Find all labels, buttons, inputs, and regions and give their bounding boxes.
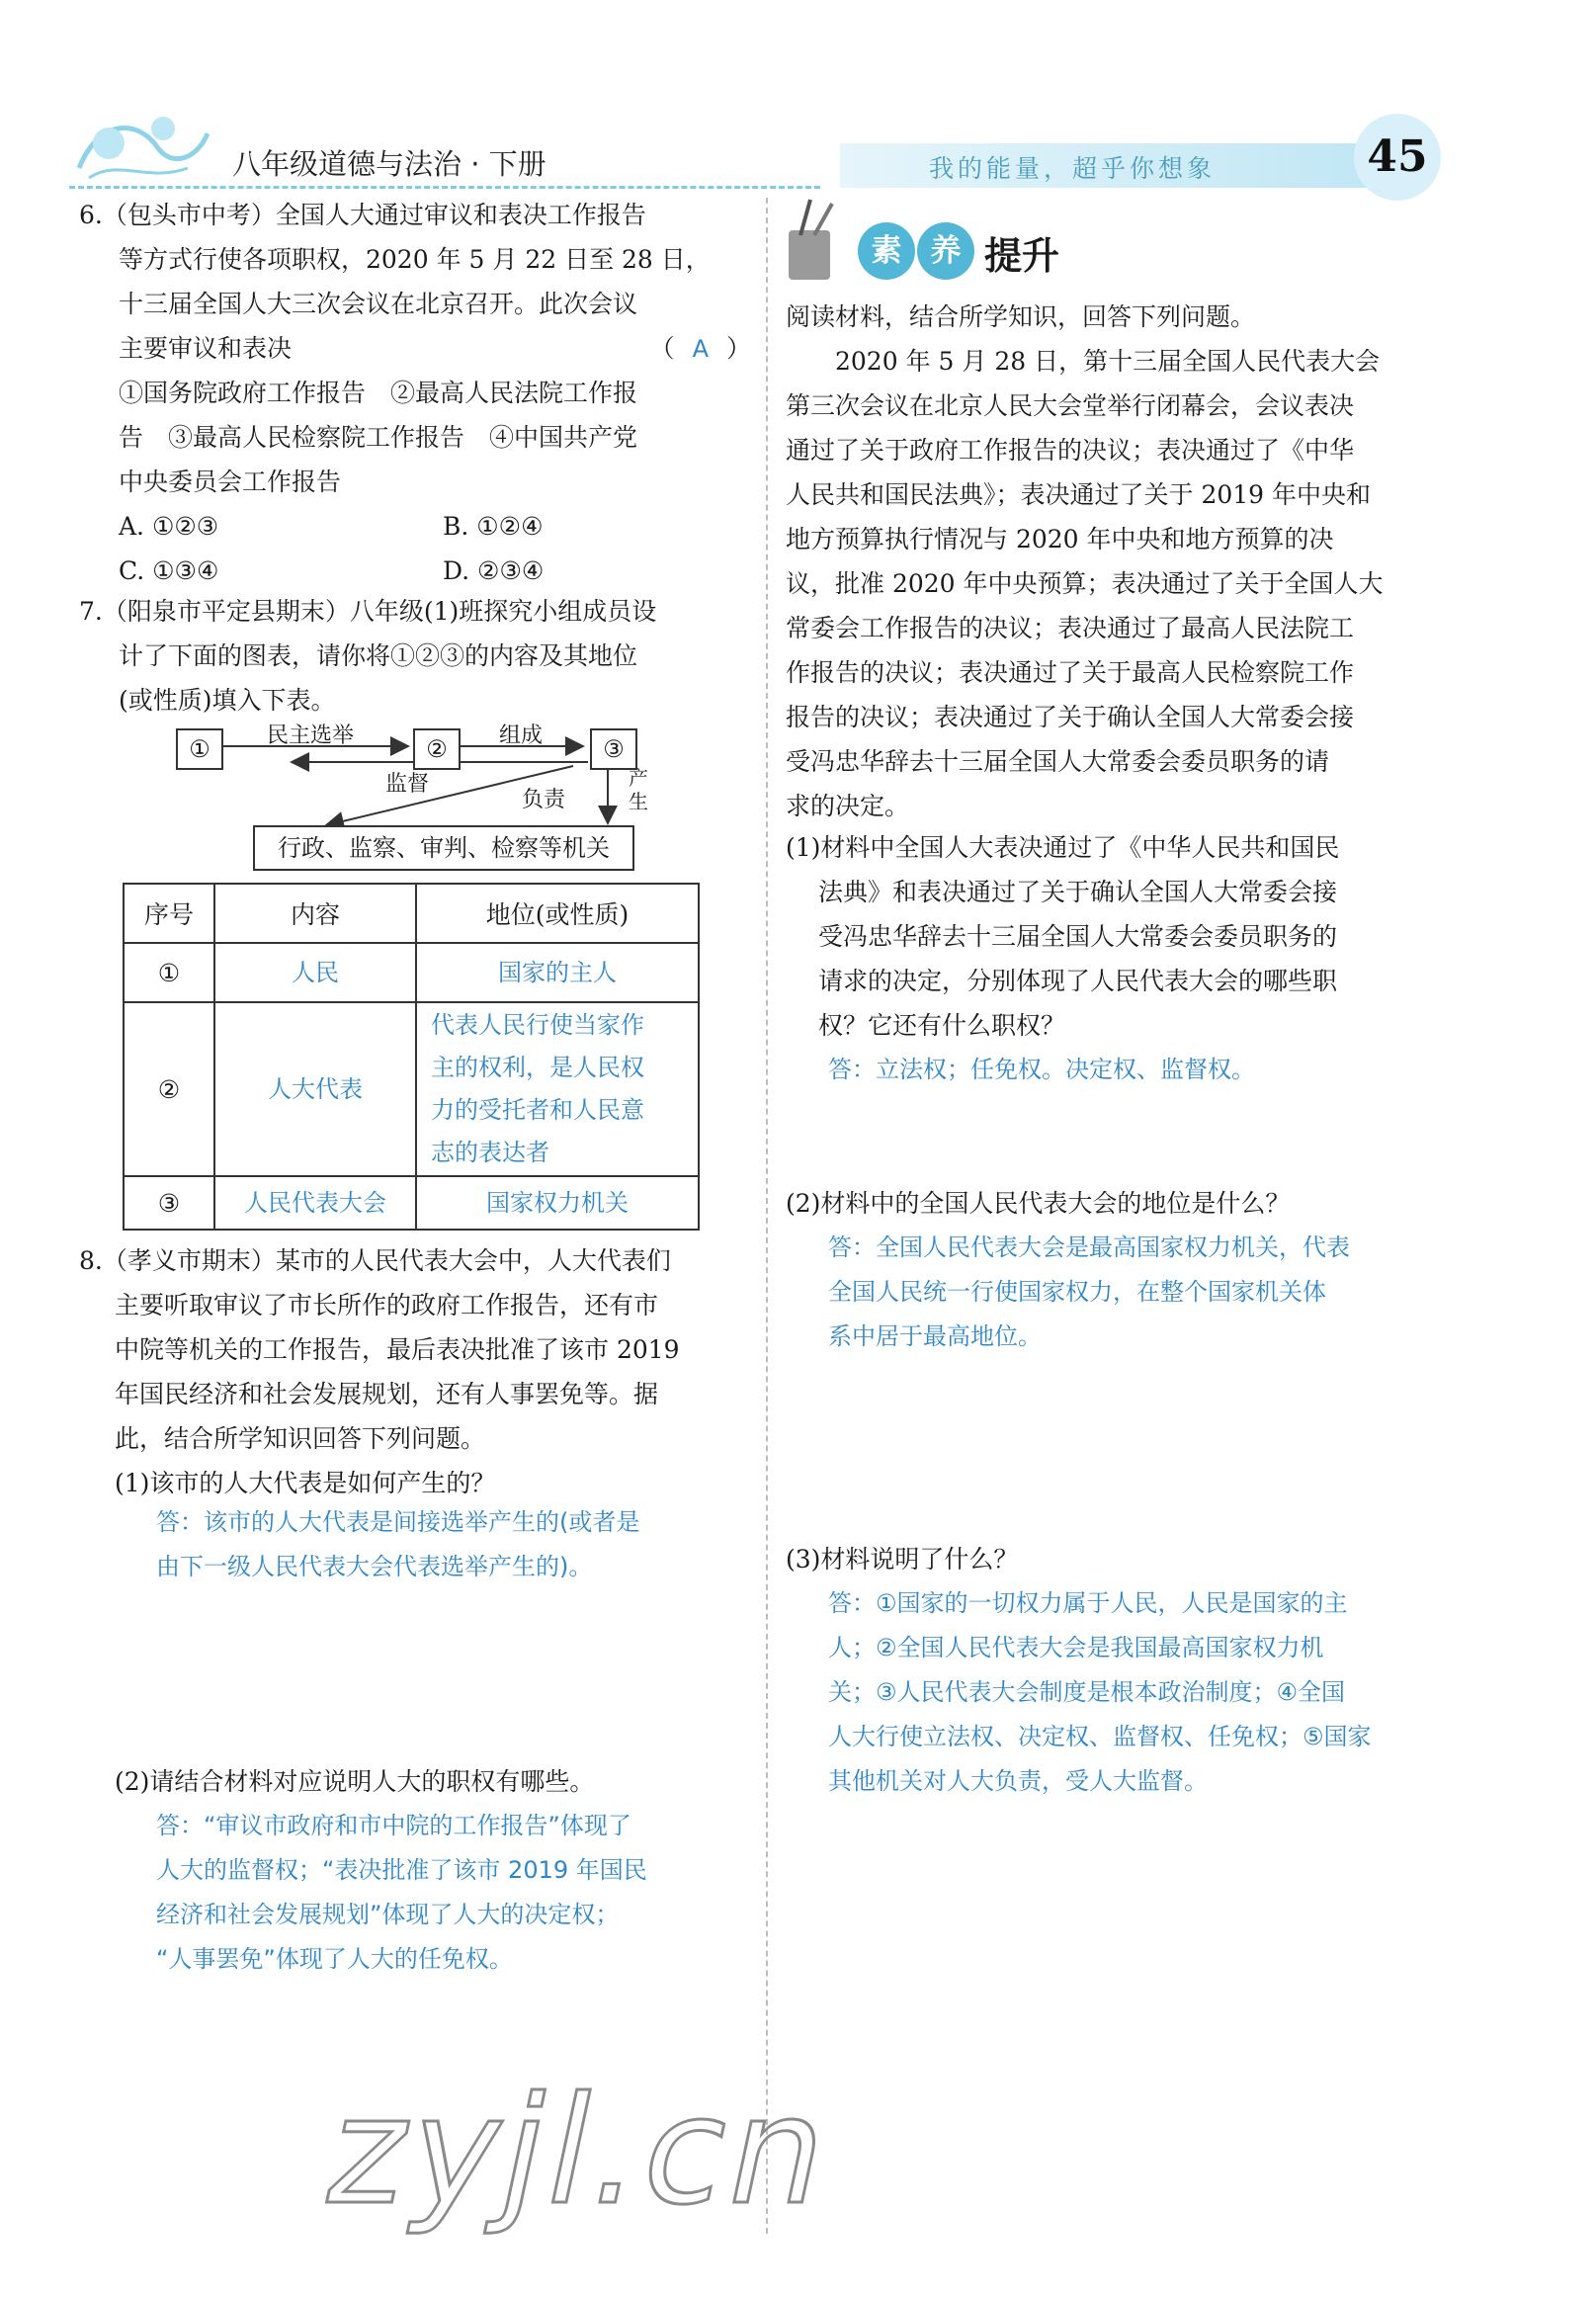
right-q3: (3)材料说明了什么？ bbox=[786, 1545, 1019, 1574]
question-line: (1)材料中全国人大表决通过了《中华人民共和国民 bbox=[786, 833, 1340, 862]
answer-line: 答：该市的人大代表是间接选举产生的(或者是 bbox=[156, 1508, 640, 1536]
answer-line: 答：①国家的一切权力属于人民，人民是国家的主 bbox=[828, 1589, 1348, 1617]
right-a2 bbox=[828, 1226, 1451, 1359]
q8-line: 8.（孝义市期末）某市的人民代表大会中，人大代表们 bbox=[79, 1246, 671, 1275]
q6-line: 主要审议和表决 bbox=[119, 334, 293, 363]
label-responsible: 负责 bbox=[522, 788, 566, 812]
diagram-bottom-box: 行政、监察、审判、检察等机关 bbox=[253, 825, 634, 871]
q6-option-c: C. ①③④ bbox=[119, 556, 219, 585]
material-line: 通过了关于政府工作报告的决议；表决通过了《中华 bbox=[786, 436, 1355, 465]
floral-ornament-icon bbox=[69, 99, 217, 186]
row-content: 人大代表 bbox=[214, 1002, 416, 1176]
label-produce: 产生 bbox=[629, 766, 648, 813]
label-form: 组成 bbox=[499, 723, 544, 748]
question-line: 请求的决定，分别体现了人民代表大会的哪些职 bbox=[786, 967, 1337, 995]
site-watermark: zyjl.cn bbox=[312, 2066, 848, 2238]
q8-answer1 bbox=[156, 1500, 749, 1589]
answer-line: 其他机关对人大负责，受人大监督。 bbox=[828, 1767, 1208, 1795]
row-content: 人民代表大会 bbox=[214, 1176, 416, 1230]
material-intro: 阅读材料，结合所学知识，回答下列问题。 bbox=[786, 302, 1256, 331]
diagram-box-1: ① bbox=[176, 728, 223, 770]
status-line: 主的权利，是人民权 bbox=[431, 1054, 644, 1081]
q6-answer-slot bbox=[650, 326, 751, 372]
row-status: 国家权力机关 bbox=[416, 1176, 699, 1230]
answer-line: 人大的监督权；“表决批准了该市 2019 年国民 bbox=[156, 1856, 647, 1884]
material-line: 人民共和国民法典》；表决通过了关于 2019 年中央和 bbox=[786, 480, 1372, 509]
status-line: 代表人民行使当家作 bbox=[431, 1011, 644, 1039]
answer-line: 由下一级人民代表大会代表选举产生的)。 bbox=[156, 1553, 593, 1580]
q8-answer2 bbox=[156, 1804, 749, 1982]
material-line: 2020 年 5 月 28 日，第十三届全国人民代表大会 bbox=[786, 347, 1381, 376]
q6-line: 等方式行使各项职权，2020 年 5 月 22 日至 28 日， bbox=[119, 245, 711, 274]
answer-line: 系中居于最高地位。 bbox=[828, 1322, 1042, 1350]
q6-line: 6.（包头市中考）全国人大通过审议和表决工作报告 bbox=[79, 201, 646, 229]
page-header-left bbox=[69, 99, 820, 190]
q6-option-b: B. ①②④ bbox=[443, 512, 544, 541]
answer-line: “人事罢免”体现了人大的任免权。 bbox=[156, 1945, 513, 1973]
question-line: 法典》和表决通过了关于确认全国人大常委会接 bbox=[786, 878, 1337, 906]
q7-line: 7.（阳泉市平定县期末）八年级(1)班探究小组成员设 bbox=[79, 597, 657, 626]
q8-line: 年国民经济和社会发展规划，还有人事罢免等。据 bbox=[115, 1380, 659, 1408]
pencil-cup-icon bbox=[781, 196, 850, 285]
answer-line: 经济和社会发展规划”体现了人大的决定权； bbox=[156, 1901, 620, 1928]
status-line: 志的表达者 bbox=[431, 1139, 549, 1166]
q6-line-last bbox=[79, 326, 751, 371]
table-row bbox=[124, 1002, 699, 1176]
right-q2: (2)材料中的全国人民代表大会的地位是什么？ bbox=[786, 1189, 1291, 1218]
row-no: ② bbox=[124, 1002, 214, 1176]
label-elect: 民主选举 bbox=[267, 723, 355, 748]
material-line: 地方预算执行情况与 2020 年中央和地方预算的决 bbox=[786, 525, 1334, 553]
diagram-box-2: ② bbox=[413, 728, 461, 770]
q7-stem bbox=[79, 589, 751, 723]
answer-line: 人；②全国人民代表大会是我国最高国家权力机 bbox=[828, 1634, 1324, 1661]
material-line: 受冯忠华辞去十三届全国人大常委会委员职务的请 bbox=[786, 747, 1330, 776]
q8-line: 中院等机关的工作报告，最后表决批准了该市 2019 bbox=[115, 1335, 680, 1364]
row-status: 国家的主人 bbox=[416, 943, 699, 1002]
material-line: 议，批准 2020 年中央预算；表决通过了关于全国人大 bbox=[786, 569, 1384, 598]
q6-answer: A bbox=[692, 335, 709, 363]
header-slogan: 我的能量，超乎你想象 bbox=[929, 154, 1217, 183]
q6-item: 告 ③最高人民检察院工作报告 ④中国共产党 bbox=[119, 423, 638, 452]
material-line: 第三次会议在北京人民大会堂举行闭幕会，会议表决 bbox=[786, 391, 1355, 420]
table-header-content: 内容 bbox=[214, 884, 416, 943]
section-badge-1: 素 bbox=[858, 222, 915, 280]
page-number: 45 bbox=[1354, 114, 1441, 201]
q7-answer-table bbox=[123, 883, 700, 1231]
q8-sub2: (2)请结合材料对应说明人大的职权有哪些。 bbox=[115, 1767, 595, 1796]
table-header-row bbox=[124, 884, 699, 943]
label-supervise: 监督 bbox=[385, 772, 430, 797]
q8-stem bbox=[79, 1238, 751, 1505]
q6-option-d: D. ②③④ bbox=[443, 556, 545, 585]
q6-options-row2 bbox=[79, 549, 751, 593]
q6-line: 十三届全国人大三次会议在北京召开。此次会议 bbox=[119, 290, 638, 318]
q6-item: ①国务院政府工作报告 ②最高人民法院工作报 bbox=[119, 379, 638, 407]
header-dashed-line bbox=[69, 186, 820, 189]
material-line: 求的决定。 bbox=[786, 792, 910, 820]
status-line: 力的受托者和人民意 bbox=[431, 1096, 644, 1124]
material-line: 报告的决议；表决通过了关于确认全国人大常委会接 bbox=[786, 703, 1355, 731]
q8-sub1: (1)该市的人大代表是如何产生的？ bbox=[115, 1469, 496, 1497]
column-divider bbox=[766, 198, 768, 2234]
q6-stem bbox=[79, 193, 751, 593]
q8-line: 此，结合所学知识回答下列问题。 bbox=[115, 1424, 486, 1453]
row-no: ① bbox=[124, 943, 214, 1002]
answer-line: 关；③人民代表大会制度是根本政治制度；④全国 bbox=[828, 1678, 1346, 1706]
row-content: 人民 bbox=[214, 943, 416, 1002]
answer-line: 人大行使立法权、决定权、监督权、任免权；⑤国家 bbox=[828, 1723, 1372, 1750]
q7-line: (或性质)填入下表。 bbox=[119, 686, 336, 715]
section-title: 提升 bbox=[984, 234, 1060, 278]
q6-options-row1 bbox=[79, 504, 751, 549]
answer-line: 答：“审议市政府和市中院的工作报告”体现了 bbox=[156, 1812, 631, 1839]
q7-line: 计了下面的图表，请你将①②③的内容及其地位 bbox=[119, 641, 638, 670]
row-status bbox=[416, 1002, 699, 1176]
table-row bbox=[124, 943, 699, 1002]
material-line: 作报告的决议；表决通过了关于最高人民检察院工作 bbox=[786, 658, 1355, 687]
row-no: ③ bbox=[124, 1176, 214, 1230]
table-header-no: 序号 bbox=[124, 884, 214, 943]
question-line: 受冯忠华辞去十三届全国人大常委会委员职务的 bbox=[786, 922, 1337, 951]
q6-item: 中央委员会工作报告 bbox=[119, 468, 342, 496]
book-title: 八年级道德与法治 · 下册 bbox=[232, 147, 546, 181]
table-header-status: 地位(或性质) bbox=[416, 884, 699, 943]
diagram-box-3: ③ bbox=[590, 728, 637, 770]
section-badge-2: 养 bbox=[917, 222, 974, 280]
right-a1: 答：立法权；任免权。决定权、监督权。 bbox=[828, 1056, 1255, 1083]
material-passage bbox=[786, 339, 1448, 828]
question-line: 权？它还有什么职权？ bbox=[786, 1011, 1065, 1040]
q8-line: 主要听取审议了市长所作的政府工作报告，还有市 bbox=[115, 1291, 659, 1319]
q6-option-a: A. ①②③ bbox=[119, 512, 219, 541]
answer-line: 全国人民统一行使国家权力，在整个国家机关体 bbox=[828, 1278, 1326, 1306]
answer-line: 答：全国人民代表大会是最高国家权力机关，代表 bbox=[828, 1234, 1350, 1261]
paren-close: ） bbox=[725, 334, 751, 363]
right-a3 bbox=[828, 1581, 1451, 1804]
table-row bbox=[124, 1176, 699, 1230]
right-q1 bbox=[786, 825, 1448, 1048]
material-line: 常委会工作报告的决议；表决通过了最高人民法院工 bbox=[786, 614, 1355, 642]
paren-open: （ bbox=[649, 334, 675, 363]
page-header-right bbox=[840, 143, 1393, 188]
